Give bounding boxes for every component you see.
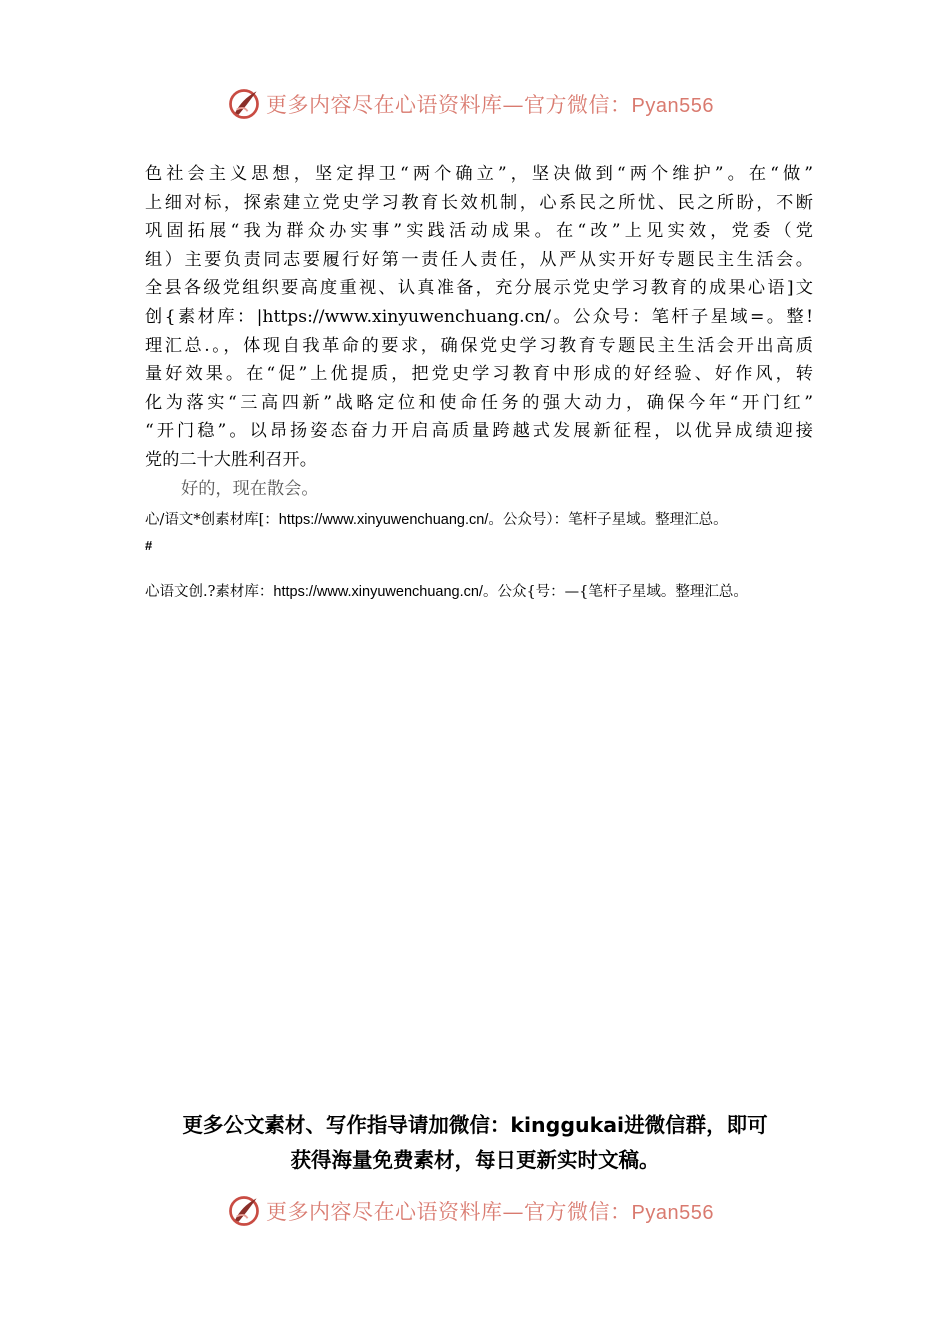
body-paragraph <box>145 160 813 475</box>
source-note-1: 心/语文*创素材库[：https://www.xinyuwenchuang.cn/。公众号）：笔杆子星域。整理汇总。 <box>145 512 728 528</box>
promo-line-2: 获得海量免费素材，每日更新实时文稿。 <box>290 1148 660 1172</box>
closing-paragraph <box>145 475 813 504</box>
banner-text: 更多内容尽在心语资料库—官方微信：Pyan556 <box>266 93 714 117</box>
footer-banner <box>226 1191 714 1231</box>
body-line: 理汇总.。，体现自我革命的要求，确保党史学习教育专题民主生活会开出高质 <box>145 335 813 356</box>
body-line: 创{素材库：|https://www.xinyuwenchuang.cn/。公众号：笔杆子星域=。整! <box>145 306 813 327</box>
body-line: 色社会主义思想，坚定捍卫“两个确立”，坚决做到“两个维护”。在“做” <box>145 164 813 184</box>
body-line: 上细对标，探索建立党史学习教育长效机制，心系民之所忧、民之所盼，不断 <box>145 192 813 213</box>
body-line: “开门稳”。以昂扬姿态奋力开启高质量跨越式发展新征程，以优异成绩迎接 <box>145 421 813 442</box>
brush-logo-icon <box>226 1193 262 1229</box>
source-url: https://www.xinyuwenchuang.cn/ <box>273 584 483 600</box>
body-line: 党的二十大胜利召开。 <box>145 449 317 470</box>
banner-text: 更多内容尽在心语资料库—官方微信：Pyan556 <box>266 1200 714 1224</box>
brush-logo-icon <box>226 86 262 122</box>
promo-line-1: 更多公文素材、写作指导请加微信：kinggukai进微信群，即可 <box>182 1113 768 1137</box>
body-line: 化为落实“三高四新”战略定位和使命任务的强大动力，确保今年“开门红” <box>145 392 813 413</box>
promo-block <box>0 1108 950 1178</box>
closing-line: 好的，现在散会。 <box>181 478 319 499</box>
body-line: 组）主要负责同志要履行好第一责任人责任，从严从实开好专题民主生活会。 <box>145 249 813 270</box>
body-line: 量好效果。在“促”上优提质，把党史学习教育中形成的好经验、好作风，转 <box>145 364 813 385</box>
source-url: https://www.xinyuwenchuang.cn/ <box>278 512 489 528</box>
hash-mark: # <box>145 538 153 553</box>
document-body <box>145 160 813 503</box>
source-note-2: 心语文创.?素材库：https://www.xinyuwenchuang.cn/。公众{号：—{笔杆子星域。整理汇总。 <box>145 584 748 600</box>
header-banner <box>226 84 714 124</box>
body-line: 巩固拓展“我为群众办实事”实践活动成果。在“改”上见实效，党委（党 <box>145 221 813 242</box>
body-line: 全县各级党组织要高度重视、认真准备，充分展示党史学习教育的成果心语]文 <box>145 278 813 299</box>
